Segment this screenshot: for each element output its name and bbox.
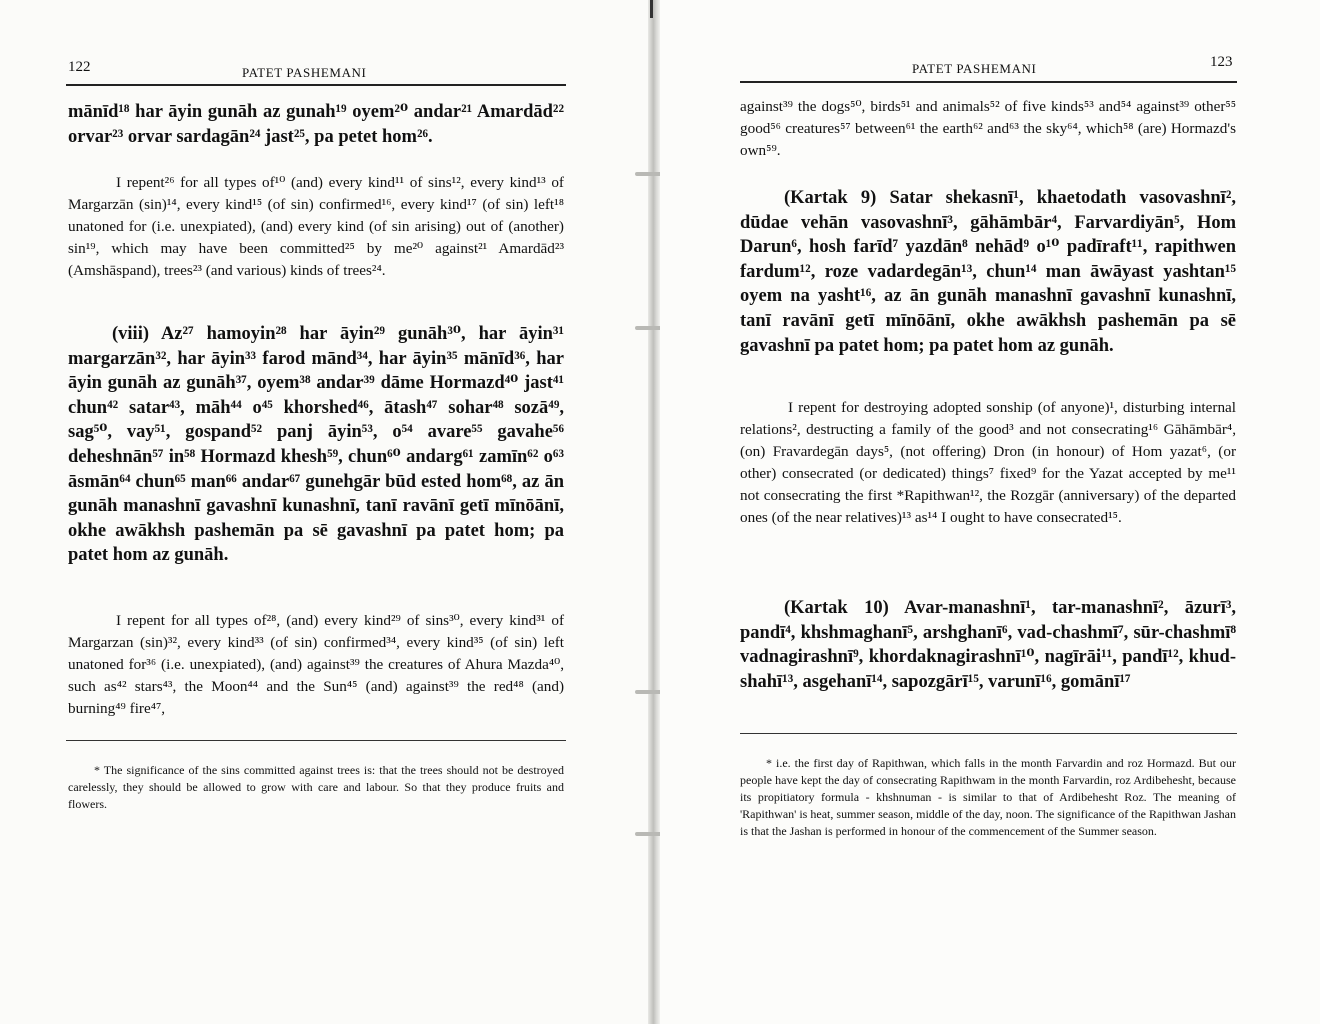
book-gutter [648,0,660,1024]
translation-paragraph-1: I repent²⁶ for all types of¹⁰ (and) every kind¹¹ of sins¹², every kind¹³ of Margarzān (sin)¹⁴, every kind¹⁵ (of sin) confirmed¹⁶, every kind¹⁷ (of sin) left¹⁸ unatoned for (i.e. unexpiated), (and) every kind (of sin arising) out of (another) sin¹⁹, which may have been committed²⁵ by me²⁰ against²¹ Amardād²³ (Amshāspand), trees²³ (and various) kinds of trees²⁴. [68,174,564,279]
page-number-right: 123 [1210,54,1233,70]
transliteration-passage-4: (Kartak 10) Avar-manashnī¹, tar-manashnī², āzurī³, pandī⁴, khshmaghanī⁵, arshghanī⁶, vad-chashmī⁷, sūr-chashmī⁸ vadnagirashnī⁹, khordaknagirashnī¹⁰, nagīrāi¹¹, pandī¹², khud-shahī¹³, asgehanī¹⁴, sapozgārī¹⁵, varunī¹⁶, gomānī¹⁷ [740,598,1236,692]
footnote-rule-left [66,740,566,741]
page-number-left: 122 [68,59,91,75]
translation-paragraph-3: I repent for destroying adopted sonship (of anyone)¹, disturbing internal relations², destructing a family of the good³ and not consecrating¹⁶ Gāhāmbār⁴, (on) Fravardegān days⁵, (not offering) Dron (in honour) of Hom yazat⁶, (or other) consecrated (or dedicated) things⁷ fixed⁹ for the Yazat accepted by me¹¹ not consecrating the first *Rapithwan¹², the Rozgār (anniversary) of the departed ones (of the near relatives)¹³ as¹⁴ I ought to have consecrated¹⁵. [740,399,1236,526]
footnote-left: * The significance of the sins committed against trees is: that the trees should not be destroyed carelessly, they should be allowed to grow with care and labour. So that they produce fruits and flowers. [68,763,564,811]
footnote-right: * i.e. the first day of Rapithwan, which falls in the month Farvardin and roz Hormazd. But our people have kept the day of consecrating Rapithwam in the month Farvardin, roz Ardibehesht, because its propitiatory formula - khshnuman - is similar to that of Ardibehesht Roz. The meaning of 'Rapithwan' is heat, summer season, middle of the day, noon. The significance of the Rapithwan Jashan is that the Jashan is performed in honour of the commencement of the Summer season. [740,756,1236,838]
transliteration-passage-1: mānīd¹⁸ har āyin gunāh az gunah¹⁹ oyem²⁰ andar²¹ Amardād²² orvar²³ orvar sardagān²⁴ jast²⁵, pa petet hom²⁶. [68,102,564,147]
translation-continuation: against³⁹ the dogs⁵⁰, birds⁵¹ and animals⁵² of five kinds⁵³ and⁵⁴ against³⁹ other⁵⁵ good⁵⁶ creatures⁵⁷ between⁶¹ the earth⁶² and⁶³ the sky⁶⁴, which⁵⁸ (are) Hormazd's own⁵⁹. [740,98,1236,159]
right-page [660,0,1320,1024]
header-rule-left [66,84,566,86]
left-page [0,0,648,1024]
footnote-rule-right [740,733,1237,734]
transliteration-passage-3: (Kartak 9) Satar shekasnī¹, khaetodath vasovashnī², dūdae vehān vasovashnī³, gāhāmbār⁴, Farvardiyān⁵, Hom Darun⁶, hosh farīd⁷ yazdān⁸ nehād⁹ o¹⁰ padīraft¹¹, rapithwen fardum¹², roze vadardegān¹³, chun¹⁴ man āwāyast yashtan¹⁵ oyem na yasht¹⁶, az ān gunāh manashnī gavashnī kunashnī, tanī ravānī getī mīnōānī, okhe awākhsh pashemān pa sē gavashnī pa patet hom; pa patet hom az gunāh. [740,188,1236,356]
transliteration-passage-2: (viii) Az²⁷ hamoyin²⁸ har āyin²⁹ gunāh³⁰, har āyin³¹ margarzān³², har āyin³³ farod mānd³⁴, har āyin³⁵ mānīd³⁶, har āyin gunāh az gunāh³⁷, oyem³⁸ andar³⁹ dāme Hormazd⁴⁰ jast⁴¹ chun⁴² satar⁴³, māh⁴⁴ o⁴⁵ khorshed⁴⁶, ātash⁴⁷ sohar⁴⁸ sozā⁴⁹, sag⁵⁰, vay⁵¹, gospand⁵² panj āyin⁵³, o⁵⁴ avare⁵⁵ gavahe⁵⁶ deheshnān⁵⁷ in⁵⁸ Hormazd khesh⁵⁹, chun⁶⁰ andarg⁶¹ zamīn⁶² o⁶³ āsmān⁶⁴ chun⁶⁵ man⁶⁶ andar⁶⁷ gunehgār būd ested hom⁶⁸, az ān gunāh manashnī gavashnī kunashnī, tanī ravānī getī mīnōānī, okhe awākhsh pashemān pa sē gavashnī pa patet hom; pa patet hom az gunāh. [68,324,564,566]
gutter-edge [650,0,653,18]
running-head-right: PATET PASHEMANI [912,61,1037,76]
header-rule-right [740,81,1237,83]
running-head-left: PATET PASHEMANI [242,65,367,80]
translation-paragraph-2: I repent for all types of²⁸, (and) every kind²⁹ of sins³⁰, every kind³¹ of Margarzan (sin)³², every kind³³ (of sin) confirmed³⁴, every kind³⁵ (of sin) left unatoned for³⁶ (i.e. unexpiated), (and) against³⁹ the creatures of Ahura Mazda⁴⁰, such as⁴² stars⁴³, the Moon⁴⁴ and the Sun⁴⁵ (and) against³⁹ the red⁴⁸ (and) burning⁴⁹ fire⁴⁷, [68,612,564,717]
